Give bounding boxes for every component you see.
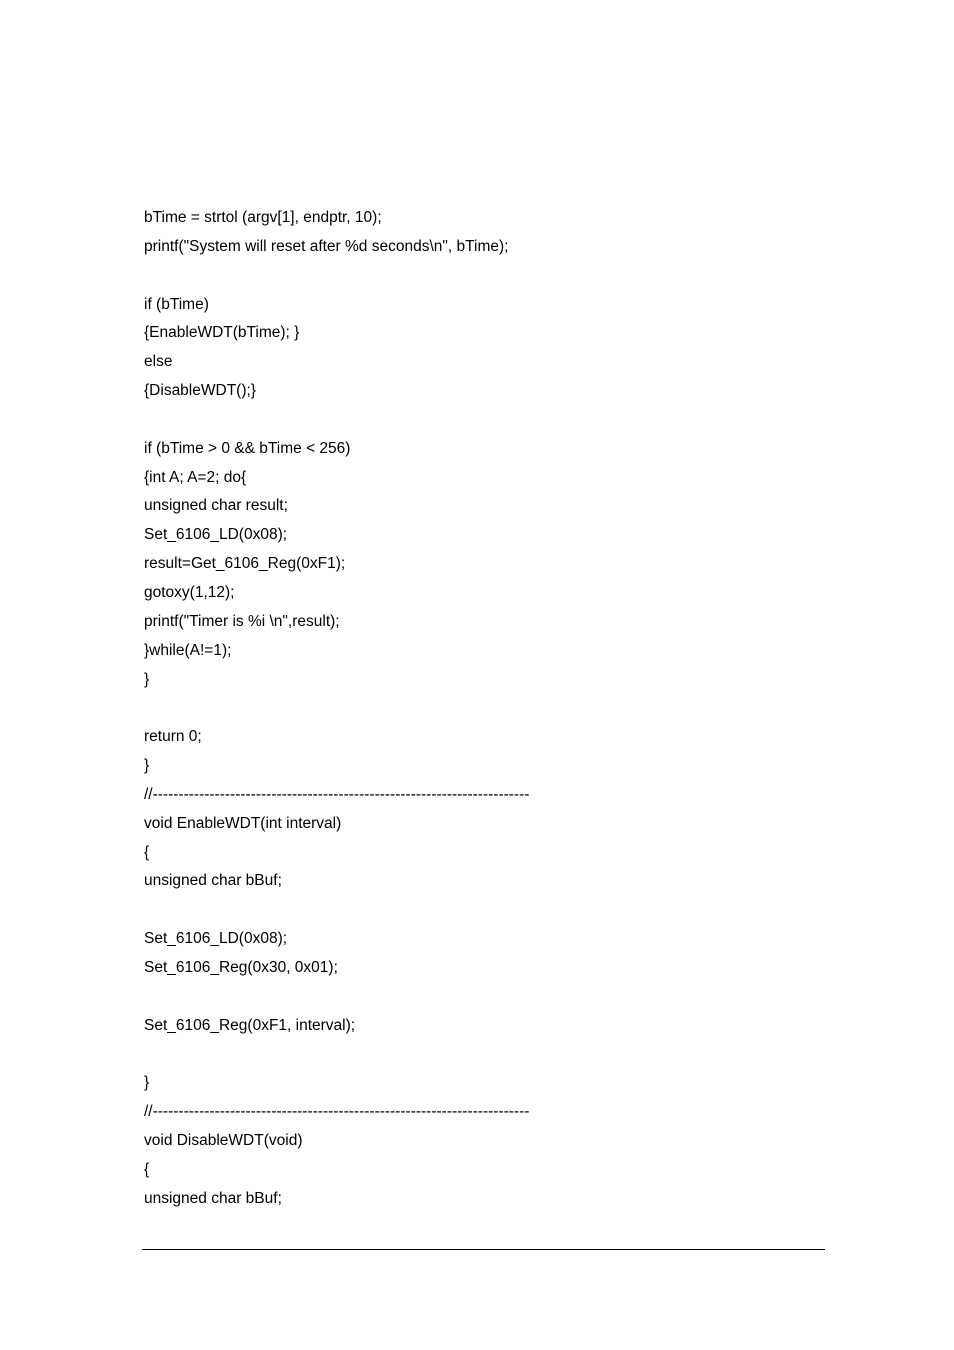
code-line: void EnableWDT(int interval) (144, 814, 342, 832)
code-line: unsigned char bBuf; (144, 872, 282, 890)
code-line: void DisableWDT(void) (144, 1132, 303, 1149)
code-line: {DisableWDT();} (144, 382, 256, 400)
code-line: {EnableWDT(bTime); } (144, 324, 300, 342)
code-line: //------------------------------------------------------------------------- (144, 1103, 530, 1121)
code-line: if (bTime > 0 && bTime < 256) (144, 439, 351, 457)
code-line: unsigned char result; (144, 497, 288, 515)
code-line: bTime = strtol (argv[1], endptr, 10); (144, 209, 382, 226)
code-line: Set_6106_Reg(0xF1, interval); (144, 1016, 356, 1034)
code-line: result=Get_6106_Reg(0xF1); (144, 555, 346, 573)
code-line: Set_6106_Reg(0x30, 0x01); (144, 958, 338, 976)
code-line: //------------------------------------------------------------------------- (144, 785, 530, 803)
code-line: Set_6106_LD(0x08); (144, 526, 288, 544)
code-line: }while(A!=1); (144, 641, 232, 659)
code-line (144, 694, 824, 723)
code-line: Set_6106_LD(0x08); (144, 930, 288, 948)
code-line: {int A; A=2; do{ (144, 468, 247, 486)
footer-divider (142, 1249, 825, 1250)
code-line: printf("Timer is %i \n",result); (144, 612, 340, 630)
code-line: return 0; (144, 728, 202, 746)
code-line (144, 983, 824, 1012)
code-line: gotoxy(1,12); (144, 583, 235, 601)
code-line: if (bTime) (144, 295, 209, 313)
code-line (144, 406, 824, 435)
code-line: } (144, 1074, 150, 1092)
code-line: { (144, 843, 150, 861)
code-line: } (144, 670, 150, 688)
code-line: unsigned char bBuf; (144, 1189, 282, 1207)
code-line: else (144, 353, 173, 371)
code-line: printf("System will reset after %d seconds\n", bTime); (144, 237, 509, 255)
code-line: { (144, 1160, 150, 1178)
code-listing (144, 204, 824, 1214)
code-line (144, 262, 824, 291)
code-line: } (144, 757, 150, 775)
code-line (144, 896, 824, 925)
code-line (144, 1040, 824, 1069)
